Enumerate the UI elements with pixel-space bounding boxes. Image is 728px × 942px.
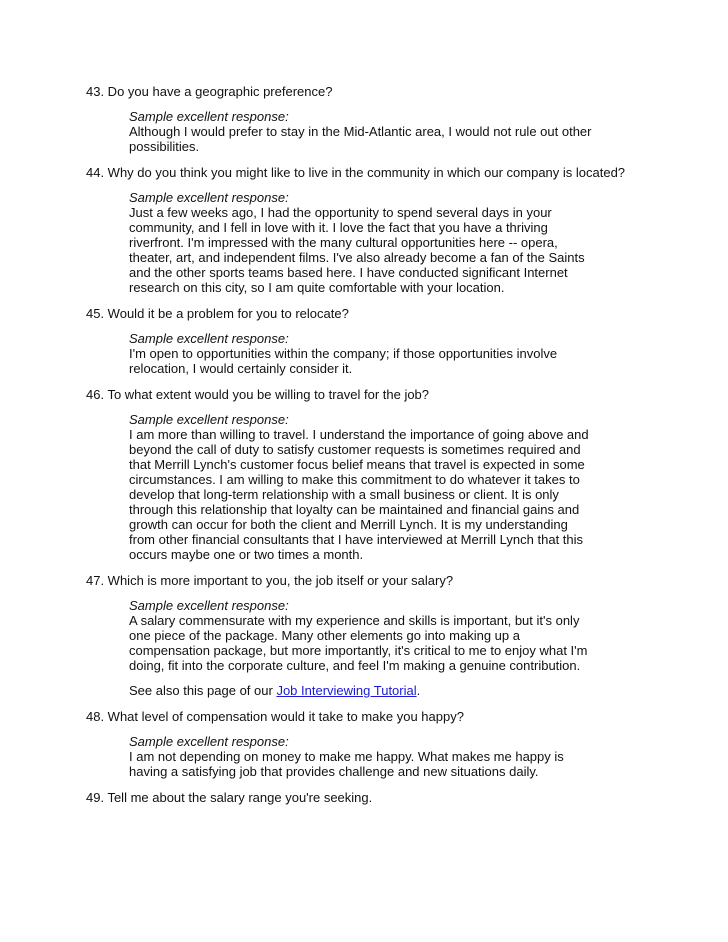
response-text (129, 205, 619, 295)
response-line: that Merrill Lynch's customer focus belief means that travel is expected in some (129, 457, 585, 472)
response-line: doing, fit into the corporate culture, and feel I'm making a genuine contribution. (129, 658, 581, 673)
question-45: 45. Would it be a problem for you to relocate? (86, 306, 349, 321)
response-line: I'm open to opportunities within the company; if those opportunities involve (129, 346, 558, 361)
response-line: develop that long-term relationship with a small business or client. It is only (129, 487, 559, 502)
response-line: Just a few weeks ago, I had the opportunity to spend several days in your (129, 205, 552, 220)
see-also-note (129, 683, 646, 698)
question-46: 46. To what extent would you be willing to travel for the job? (86, 387, 430, 402)
question-43: 43. Do you have a geographic preference? (86, 84, 333, 99)
response-line: relocation, I would certainly consider it. (129, 361, 353, 376)
response-line: one piece of the package. Many other elements go into making up a (129, 628, 520, 643)
question-44: 44. Why do you think you might like to live in the community in which our company is located? (86, 165, 626, 180)
answer-46 (129, 412, 619, 562)
response-line: occurs maybe one or two times a month. (129, 547, 364, 562)
response-line: theater, art, and independent films. I've also already become a fan of the Saints (129, 250, 585, 265)
sample-response-label: Sample excellent response: (129, 331, 289, 346)
response-text (129, 346, 619, 376)
response-line: growth can occur for both the client and Merrill Lynch. It is my understanding (129, 517, 568, 532)
response-line: through this relationship that loyalty can be maintained and financial gains and (129, 502, 580, 517)
sample-response-label: Sample excellent response: (129, 734, 289, 749)
response-text (129, 124, 619, 154)
response-line: community, and I fell in love with it. I love the fact that you have a thriving (129, 220, 548, 235)
answer-48 (129, 734, 619, 779)
job-interviewing-tutorial-link[interactable]: Job Interviewing Tutorial (276, 683, 417, 698)
see-also-prefix: See also this page of our (129, 683, 277, 698)
response-line: Although I would prefer to stay in the Mid-Atlantic area, I would not rule out other (129, 124, 592, 139)
response-line: I am not depending on money to make me happy. What makes me happy is (129, 749, 564, 764)
response-text (129, 427, 619, 562)
response-line: research on this city, so I am quite comfortable with your location. (129, 280, 505, 295)
answer-44 (129, 190, 619, 295)
response-line: possibilities. (129, 139, 200, 154)
answer-47 (129, 598, 619, 673)
response-line: and the other sports teams based here. I have conducted significant Internet (129, 265, 568, 280)
response-line: having a satisfying job that provides challenge and new situations daily. (129, 764, 539, 779)
response-line: riverfront. I'm impressed with the many cultural opportunities here -- opera, (129, 235, 558, 250)
sample-response-label: Sample excellent response: (129, 190, 289, 205)
response-line: from other financial consultants that I have interviewed at Merrill Lynch that this (129, 532, 584, 547)
question-47: 47. Which is more important to you, the job itself or your salary? (86, 573, 454, 588)
sample-response-label: Sample excellent response: (129, 598, 289, 613)
response-text (129, 749, 619, 779)
answer-43 (129, 109, 619, 154)
see-also-suffix: . (416, 683, 421, 698)
sample-response-label: Sample excellent response: (129, 412, 289, 427)
response-line: compensation package, but more importantly, it's critical to me to enjoy what I'm (129, 643, 588, 658)
answer-45 (129, 331, 619, 376)
response-line: circumstances. I am willing to make this commitment to do whatever it takes to (129, 472, 580, 487)
response-line: A salary commensurate with my experience and skills is important, but it's only (129, 613, 580, 628)
question-49: 49. Tell me about the salary range you're seeking. (86, 790, 373, 805)
document-page (86, 84, 646, 805)
response-text (129, 613, 619, 673)
question-48: 48. What level of compensation would it take to make you happy? (86, 709, 464, 724)
response-line: I am more than willing to travel. I understand the importance of going above and (129, 427, 589, 442)
sample-response-label: Sample excellent response: (129, 109, 289, 124)
response-line: beyond the call of duty to satisfy customer requests is sometimes required and (129, 442, 581, 457)
